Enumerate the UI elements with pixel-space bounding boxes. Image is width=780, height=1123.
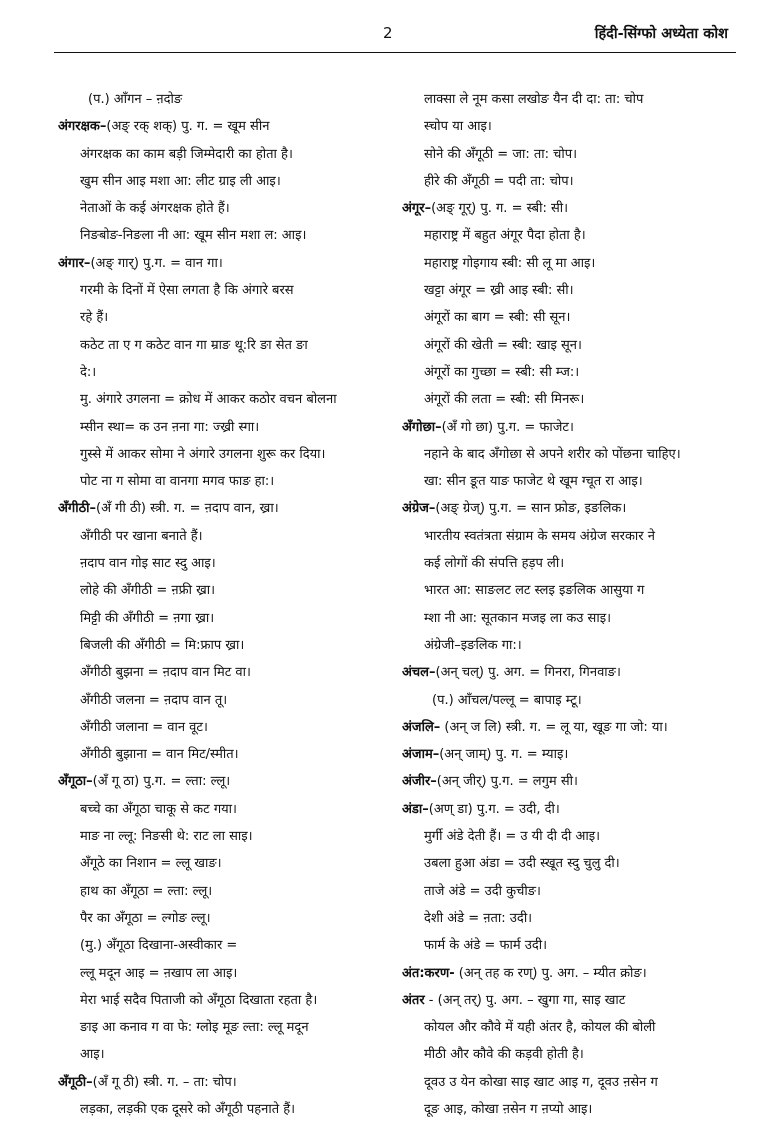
entry-text: बच्चे का अँगूठा चाकू से कट गया। [80,801,237,817]
entry-text: हीरे की अँगूठी = पदी ता: चोप। [424,173,574,189]
entry-text: फार्म के अंडे = फार्म उदी। [424,938,548,954]
entry-line [402,386,737,413]
entry-definition: (अन् जीर्) पु.ग. = लगुम सी। [436,774,578,790]
entry-line [402,441,737,468]
dictionary-entry [402,768,737,795]
dictionary-entry [402,195,737,222]
entry-line [58,168,393,195]
dictionary-entry [58,768,393,795]
entry-text: पोट ना ग सोमा वा वानगा मगव फाङ हा:। [80,474,275,490]
entry-line [58,195,393,222]
entry-definition: (अङ् गार्) पु.ग. = वान गा। [90,255,223,271]
entry-text: भारत आ: साङलट लट स्लइ इङलिक आसुया ग [424,583,645,599]
dictionary-entry [402,659,737,686]
entry-line [402,250,737,277]
dictionary-entry [402,414,737,441]
entry-line [58,687,393,714]
headword: अंडा– [402,801,429,817]
entry-line [402,468,737,495]
entry-line [402,359,737,386]
entry-text: अंगूरों की लता = स्बी: सी मिनरू। [424,392,585,408]
running-title: हिंदी-सिंग्फो अध्येता कोश [594,26,728,42]
dictionary-entry [402,796,737,823]
headword: अंतर [402,992,425,1008]
entry-text: अँगीठी पर खाना बनाते हैं। [80,528,203,544]
entry-text: ङाइ आ कनाव ग वा फे: ग्लोइ मूङ ल्ता: ल्लू मदून [80,1020,309,1036]
entry-line [58,932,393,959]
entry-text: अंगरक्षक का काम बड़ी जिम्मेदारी का होता है। [80,146,293,162]
left-column [58,86,393,1123]
entry-line [402,687,737,714]
dictionary-entry [58,113,393,140]
entry-text: देशी अंडे = ऩता: उदी। [424,910,533,926]
entry-text: सोने की अँगूठी = जा: ता: चोप। [424,146,578,162]
headword: अंगरक्षक– [58,119,107,135]
entry-text: नहाने के बाद अँगोछा से अपने शरीर को पोंछना चाहिए। [424,446,681,462]
headword: अंजलि– [402,719,441,735]
dictionary-entry [58,250,393,277]
entry-line [58,741,393,768]
dictionary-entry [402,987,737,1014]
entry-line [58,304,393,331]
entry-text: अंगूरों का गुच्छा = स्बी: सी म्ज:। [424,364,580,380]
entry-line [58,823,393,850]
headword: अँगीठी– [58,501,97,517]
entry-line [402,632,737,659]
entry-line [402,277,737,304]
entry-line [402,168,737,195]
entry-text: मेरा भाई सदैव पिताजी को अँगूठा दिखाता रहता है। [80,992,318,1008]
entry-text: माङ ना ल्लू: निङसी थे: राट ला साइ। [80,829,253,845]
entry-text: अंग्रेजी–इङलिक गा:। [424,637,522,653]
entry-text: (मु.) अँगूठा दिखाना-अस्वीकार = [80,938,238,954]
entry-line [58,905,393,932]
entry-line [58,386,393,413]
entry-text: निङबोङ-निङला नी आ: खूम सीन मशा ल: आइ। [80,228,307,244]
entry-text: लोहे की अँगीठी = ऩफ्री ख्रा। [80,583,216,599]
entry-line [402,304,737,331]
entry-text: दूवउ उ येन कोखा साइ खाट आइ ग, दूवउ ऩसेन ग [424,1074,658,1090]
entry-line [402,932,737,959]
entry-line [58,850,393,877]
entry-text: गुस्से में आकर सोमा ने अंगारे उगलना शुरू कर दिया। [80,446,326,462]
entry-line [402,850,737,877]
entry-definition: (अन् जाम्) पु. ग. = म्याइ। [439,747,569,763]
entry-text: अंगूरों का बाग = स्बी: सी सून। [424,310,571,326]
headword: अंत:करण- [402,965,455,981]
entry-text: दे:। [80,364,97,380]
entry-definition: (अन् तह क रण्) पु. अग. – म्यीत क्रोङ। [454,965,647,981]
entry-line [58,960,393,987]
entry-text: रहे हैं। [80,310,109,326]
entry-text: मुर्गी अंडे देती हैं। = उ यी दी दी आइ। [424,829,601,845]
headword: अंजीर– [402,774,437,790]
headword: अंचल– [402,665,436,681]
entry-text: खुम सीन आइ मशा आ: लीट ग्राइ ली आइ। [80,173,281,189]
entry-text: ल्लू मदून आइ = ऩखाप ला आइ। [80,965,238,981]
entry-line [402,86,737,113]
entry-text: खा: सीन ङूत याङ फाजेट थे खूम ग्चूत रा आइ। [424,474,643,490]
entry-line [58,441,393,468]
page-number: 2 [383,24,393,42]
entry-text: अंगूरों की खेती = स्बी: खाइ सून। [424,337,582,353]
entry-text: अँगीठी जलाना = वान वूट। [80,719,208,735]
header-rule [54,52,736,53]
entry-text: अँगीठी जलना = ऩदाप वान तू। [80,692,228,708]
entry-text: कई लोगों की संपत्ति हड़प ली। [424,556,565,572]
entry-line [58,86,393,113]
entry-line [402,1041,737,1068]
headword: अंगार– [58,255,91,271]
entry-definition: (अङ् रक् शक्) पु. ग. = खूम सीन [106,119,270,135]
entry-line [402,605,737,632]
entry-line [58,141,393,168]
entry-line [58,550,393,577]
entry-definition: (अँ गू ठी) स्त्री. ग. – ता: चोप। [92,1074,237,1090]
entry-text: उबला हुआ अंडा = उदी स्खूत स्दु चुलु दी। [424,856,620,872]
entry-definition: (अण् डा) पु.ग. = उदी, दी। [428,801,560,817]
entry-text: आइ। [80,1047,105,1063]
entry-text: महाराष्ट्र गोइगाय स्बी: सी लू मा आइ। [424,255,596,271]
dictionary-entry [402,714,737,741]
entry-line [402,1096,737,1123]
entry-text: (प.) आँचल/पल्लू = बापाइ म्टू। [432,692,582,708]
entry-text: गरमी के दिनों में ऐसा लगता है कि अंगारे बरस [80,283,294,299]
entry-text: हाथ का अँगूठा = ल्ता: ल्लू। [80,883,213,899]
entry-line [58,796,393,823]
entry-line [402,141,737,168]
entry-line [402,1069,737,1096]
entry-definition: - (अन् तर्) पु. अग. – खुगा गा, साइ खाट [424,992,626,1008]
entry-definition: (अँ गू ठा) पु.ग. = ल्ता: ल्लू। [92,774,231,790]
entry-line [58,222,393,249]
headword: अँगूठी– [58,1074,93,1090]
entry-line [58,987,393,1014]
headword: अंजाम– [402,747,440,763]
entry-text: खट्टा अंगूर = ख्री आइ स्बी: सी। [424,283,574,299]
entry-line [402,113,737,140]
headword: अँगूठा– [58,774,93,790]
entry-line [58,468,393,495]
entry-text: मिट्टी की अँगीठी = ऩगा ख्रा। [80,610,215,626]
entry-text: दूङ आइ, कोखा ऩसेन ग ऩप्यो आइ। [424,1101,593,1117]
entry-definition: (अन् चल्) पु. अग. = गिनरा, गिनवाङ। [435,665,621,681]
entry-text: नेताओं के कई अंगरक्षक होते हैं। [80,201,230,217]
entry-line [402,878,737,905]
entry-text: महाराष्ट्र में बहुत अंगूर पैदा होता है। [424,228,586,244]
entry-line [58,277,393,304]
entry-line [402,332,737,359]
entry-line [58,414,393,441]
entry-text: स्चोप या आइ। [424,119,492,135]
entry-text: मु. अंगारे उगलना = क्रोध में आकर कठोर वचन बोलना [80,392,337,408]
entry-text: लड़का, लड़की एक दूसरे को अँगूठी पहनाते हैं। [80,1101,296,1117]
entry-text: म्शा नी आ: सूतकान मजइ ला कउ साइ। [424,610,612,626]
entry-line [58,878,393,905]
entry-text: ऩदाप वान गोइ साट स्दु आइ। [80,556,216,572]
entry-line [58,523,393,550]
entry-line [402,823,737,850]
entry-line [402,905,737,932]
entry-text: (प.) आँगन – ऩदोङ [88,92,183,107]
entry-line [58,1096,393,1123]
entry-definition: (अन् ज लि) स्त्री. ग. = लू या, खूङ गा जो: या। [440,719,668,735]
entry-line [58,577,393,604]
entry-line [402,523,737,550]
entry-text: मीठी और कौवे की कड़वी होती है। [424,1047,584,1063]
entry-definition: (अङ् गूर्) पु. ग. = स्बी: सी। [431,201,569,217]
entry-line [402,222,737,249]
entry-line [58,714,393,741]
entry-line [58,332,393,359]
entry-text: कोयल और कौवे में यही अंतर है, कोयल की बोली [424,1020,656,1036]
entry-definition: (अङ् ग्रेज्) पु.ग. = सान फ्रोङ, इङलिक। [435,501,627,517]
entry-line [58,1041,393,1068]
page-header [0,0,780,58]
entry-text: कठेट ता ए ग कठेट वान गा म्राङ थू:रि ङा सेत ङा [80,337,308,353]
entry-line [402,577,737,604]
entry-text: अँगीठी बुझाना = वान मिट/स्मीत। [80,747,239,763]
right-column [402,86,737,1123]
headword: अँगोछा– [402,419,442,435]
entry-line [58,1014,393,1041]
entry-line [58,605,393,632]
dictionary-entry [402,741,737,768]
entry-line [58,359,393,386]
entry-line [58,632,393,659]
entry-line [402,1014,737,1041]
entry-text: भारतीय स्वतंत्रता संग्राम के समय अंग्रेज सरकार ने [424,528,655,544]
entry-definition: (अँ गो छा) पु.ग. = फाजेट। [441,419,574,435]
entry-text: अँगूठे का निशान = ल्लू खाङ। [80,856,222,872]
entry-line [58,659,393,686]
dictionary-entry [402,495,737,522]
headword: अंगूर– [402,201,432,217]
dictionary-entry [58,1069,393,1096]
entry-text: ताजे अंडे = उदी कुचीङ। [424,883,541,899]
entry-text: म्सीन स्था= क उन ऩना गा: ज्ख्री स्गा। [80,419,260,435]
entry-text: पैर का अँगूठा = ल्गोङ ल्लू। [80,910,211,926]
dictionary-entry [58,495,393,522]
entry-line [402,550,737,577]
headword: अंग्रेज– [402,501,436,517]
entry-text: बिजली की अँगीठी = मि:फ्राप ख्रा। [80,637,245,653]
entry-text: अँगीठी बुझना = ऩदाप वान मिट वा। [80,665,251,681]
dictionary-entry [402,960,737,987]
entry-text: लाक्सा ले नूम कसा लखोङ यैन दी दा: ता: चोप [424,92,644,107]
entry-definition: (अँ गी ठी) स्त्री. ग. = ऩदाप वान, ख्रा। [96,501,279,517]
